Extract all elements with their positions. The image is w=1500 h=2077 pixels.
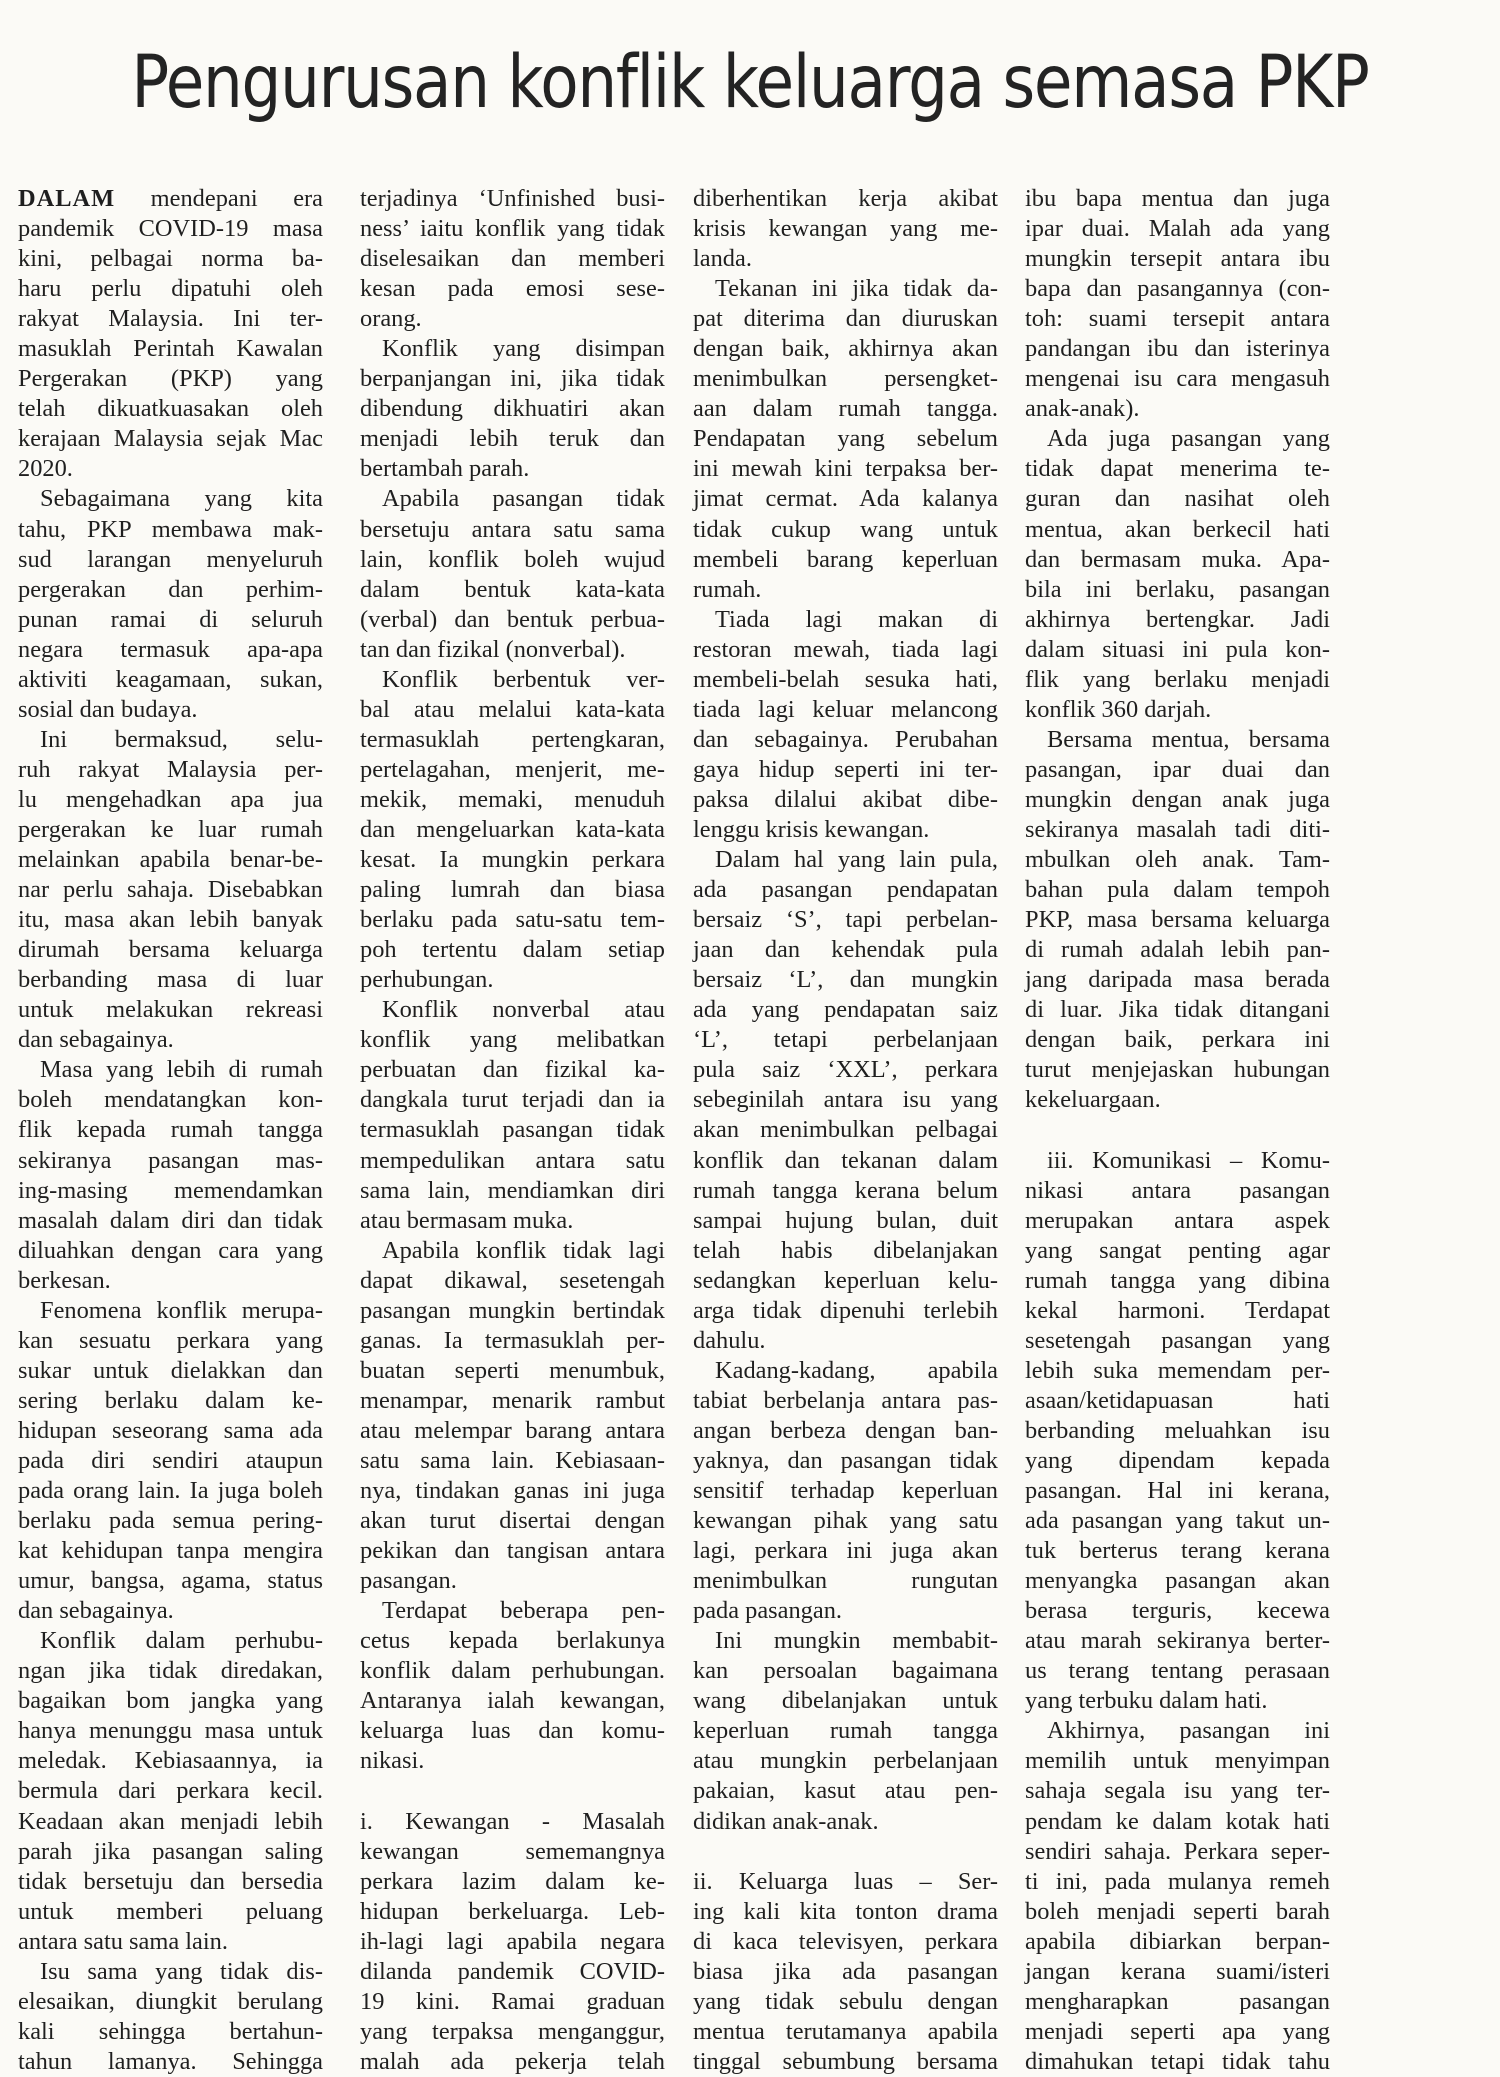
text-line: menimbulkan persengket- — [693, 365, 998, 393]
text-line: berbanding meluahkan isu — [1025, 1416, 1330, 1444]
text-line: sedangkan keperluan kelu- — [693, 1266, 998, 1294]
article-headline: Pengurusan konflik keluarga semasa PKP — [131, 40, 1369, 125]
text-line: yang sangat penting agar — [1025, 1236, 1330, 1264]
text-line: punan ramai di seluruh — [18, 605, 323, 633]
text-line: aktiviti keagamaan, sukan, — [18, 665, 323, 693]
text-line: jangan kerana suami/isteri — [1025, 1957, 1330, 1985]
lead-rest: mendepani era — [115, 185, 323, 212]
text-line: Konflik nonverbal atau — [382, 996, 665, 1024]
text-line: nya, tindakan ganas ini juga — [360, 1477, 665, 1505]
text-line: pergerakan ke luar rumah — [18, 815, 323, 843]
text-line: perhubungan. — [360, 966, 494, 994]
text-line: hidupan berkeluarga. Leb- — [360, 1897, 665, 1925]
article-column-4 — [1025, 184, 1330, 2077]
text-line: konflik dan tekanan dalam — [693, 1146, 998, 1174]
text-line: biasa jika ada pasangan — [693, 1957, 998, 1985]
text-line: toh: suami tersepit antara — [1025, 305, 1330, 333]
text-line: arga tidak dipenuhi terlebih — [693, 1296, 998, 1324]
text-line: ganas. Ia termasuklah per- — [360, 1326, 665, 1354]
text-line: Tiada lagi makan di — [715, 605, 998, 633]
text-line: yang terbuku dalam hati. — [1025, 1687, 1268, 1715]
text-line: boleh mendatangkan kon- — [18, 1086, 323, 1114]
text-line: telah habis dibelanjakan — [693, 1236, 998, 1264]
text-line: kesan pada emosi sese- — [360, 275, 665, 303]
text-line: 2020. — [18, 455, 73, 483]
text-line: malah ada pekerja telah — [360, 2047, 665, 2075]
text-line: sensitif terhadap keperluan — [693, 1477, 998, 1505]
text-line: ‘L’, tetapi perbelanjaan — [693, 1026, 998, 1054]
text-line: tidak dapat menerima te- — [1025, 455, 1330, 483]
text-line: termasuklah pasangan tidak — [360, 1116, 665, 1144]
text-line: ibu bapa mentua dan juga — [1025, 185, 1330, 212]
text-line: ing kali kita tonton drama — [693, 1897, 998, 1925]
text-line: PKP, masa bersama keluarga — [1025, 906, 1330, 934]
text-line: mungkin dengan anak juga — [1025, 785, 1330, 813]
text-line: terjadinya ‘Unfinished busi- — [360, 185, 665, 212]
text-line: memilih untuk menyimpan — [1025, 1747, 1330, 1775]
text-line: berbanding masa di luar — [18, 966, 323, 994]
text-line: kali sehingga bertahun- — [18, 2017, 323, 2045]
text-line: mekik, memaki, menuduh — [360, 785, 665, 813]
text-line: yang terpaksa menganggur, — [360, 2017, 665, 2045]
text-line: membeli barang keperluan — [693, 545, 998, 573]
text-line: tiada lagi keluar melancong — [693, 695, 998, 723]
text-line: menjadi seperti apa yang — [1025, 2017, 1330, 2045]
text-line: orang. — [360, 305, 422, 333]
text-line: konflik 360 darjah. — [1025, 695, 1212, 723]
text-line: masalah dalam diri dan tidak — [18, 1206, 323, 1234]
text-line: yang dipendam kepada — [1025, 1446, 1330, 1474]
text-line: konflik yang melibatkan — [360, 1026, 665, 1054]
text-line: bal atau melalui kata-kata — [360, 695, 665, 723]
text-line: berlaku pada semua pering- — [18, 1507, 323, 1535]
text-line: rakyat Malaysia. Ini ter- — [18, 305, 323, 333]
text-line: bersaiz ‘S’, tapi perbelan- — [693, 906, 998, 934]
text-line: pat diterima dan diuruskan — [693, 305, 998, 333]
text-line: Apabila pasangan tidak — [382, 485, 665, 513]
text-line: bertambah parah. — [360, 455, 530, 483]
text-line: lu mengehadkan apa jua — [18, 785, 323, 813]
text-line: dapat dikawal, sesetengah — [360, 1266, 665, 1294]
text-line: (verbal) dan bentuk perbua- — [360, 605, 665, 633]
text-line: nikasi antara pasangan — [1025, 1176, 1330, 1204]
text-line: pasangan. Hal ini kerana, — [1025, 1477, 1330, 1505]
text-line: landa. — [693, 245, 752, 273]
text-line: 19 kini. Ramai graduan — [360, 1987, 665, 2015]
text-line: nar perlu sahaja. Disebabkan — [18, 876, 323, 904]
text-line: Isu sama yang tidak dis- — [40, 1957, 323, 1985]
text-line: di luar. Jika tidak ditangani — [1025, 996, 1330, 1024]
text-line: Fenomena konflik merupa- — [40, 1296, 323, 1324]
text-line: turut menjejaskan hubungan — [1025, 1056, 1330, 1084]
text-line: sud larangan menyeluruh — [18, 545, 323, 573]
text-line: kesat. Ia mungkin perkara — [360, 846, 665, 874]
text-line: akan menimbulkan pelbagai — [693, 1116, 998, 1144]
text-line: mungkin tersepit antara ibu — [1025, 245, 1330, 273]
text-line: tinggal sebumbung bersama — [693, 2047, 998, 2075]
text-line: Konflik berbentuk ver- — [382, 665, 665, 693]
text-line: atau marah sekiranya berter- — [1025, 1627, 1330, 1655]
text-line: sosial dan budaya. — [18, 695, 198, 723]
text-line: haru perlu dipatuhi oleh — [18, 275, 323, 303]
text-line: bagaikan bom jangka yang — [18, 1687, 323, 1715]
text-line: kat kehidupan tanpa mengira — [18, 1537, 323, 1565]
text-line — [18, 184, 323, 214]
text-line: Akhirnya, pasangan ini — [1047, 1717, 1330, 1745]
text-line: menimbulkan rungutan — [693, 1567, 998, 1595]
text-line: pandemik COVID-19 masa — [18, 215, 323, 243]
text-line: tahun lamanya. Sehingga — [18, 2047, 323, 2075]
text-line: melainkan apabila benar-be- — [18, 846, 323, 874]
text-line: sendiri sahaja. Perkara seper- — [1025, 1837, 1330, 1865]
text-line: Antaranya ialah kewangan, — [360, 1687, 665, 1715]
article-column-1 — [18, 184, 323, 2077]
text-line: rumah. — [693, 575, 762, 603]
text-line: bapa dan pasangannya (con- — [1025, 275, 1330, 303]
text-line: dan sebagainya. Perubahan — [693, 725, 998, 753]
text-line: dan bermasam muka. Apa- — [1025, 545, 1330, 573]
text-line: membeli-belah sesuka hati, — [693, 665, 998, 693]
text-line: Sebagaimana yang kita — [40, 485, 323, 513]
text-line: kan persoalan bagaimana — [693, 1657, 998, 1685]
text-line: krisis kewangan yang me- — [693, 215, 998, 243]
text-line: kerajaan Malaysia sejak Mac — [18, 425, 323, 453]
text-line: Kadang-kadang, apabila — [715, 1356, 998, 1384]
paragraph-gap — [360, 1776, 665, 1806]
text-line: atau melempar barang antara — [360, 1416, 665, 1444]
text-line: sesetengah pasangan yang — [1025, 1326, 1330, 1354]
text-line: antara satu sama lain. — [18, 1927, 228, 1955]
text-line: ti ini, pada mulanya remeh — [1025, 1867, 1330, 1895]
text-line: Dalam hal yang lain pula, — [715, 846, 998, 874]
text-line: sekiranya masalah tadi diti- — [1025, 815, 1330, 843]
text-line: merupakan antara aspek — [1025, 1206, 1330, 1234]
text-line: atau bermasam muka. — [360, 1206, 574, 1234]
text-line: gaya hidup seperti ini ter- — [693, 755, 998, 783]
text-line: dilanda pandemik COVID- — [360, 1957, 665, 1985]
text-line: yang tidak sebulu dengan — [693, 1987, 998, 2015]
text-line: wang dibelanjakan untuk — [693, 1687, 998, 1715]
text-line: pasangan mungkin bertindak — [360, 1296, 665, 1324]
text-line: yaknya, dan pasangan tidak — [693, 1446, 998, 1474]
text-line: lebih suka memendam per- — [1025, 1356, 1330, 1384]
text-line: tahu, PKP membawa mak- — [18, 515, 323, 543]
text-line: Terdapat beberapa pen- — [382, 1597, 665, 1625]
text-line: iii. Komunikasi – Komu- — [1047, 1146, 1330, 1174]
text-line: restoran mewah, tiada lagi — [693, 635, 998, 663]
text-line: berlaku pada satu-satu tem- — [360, 906, 665, 934]
text-line: us terang tentang perasaan — [1025, 1657, 1330, 1685]
text-line: paksa dilalui akibat dibe- — [693, 785, 998, 813]
text-line: tan dan fizikal (nonverbal). — [360, 635, 626, 663]
text-line: sekiranya pasangan mas- — [18, 1146, 323, 1174]
text-line: pada diri sendiri ataupun — [18, 1446, 323, 1474]
text-line: tabiat berbelanja antara pas- — [693, 1386, 998, 1414]
text-line: pula saiz ‘XXL’, perkara — [693, 1056, 998, 1084]
text-line: bermula dari perkara kecil. — [18, 1777, 323, 1805]
text-line: pakaian, kasut atau pen- — [693, 1777, 998, 1805]
text-line: negara termasuk apa-apa — [18, 635, 323, 663]
text-line: apabila dibiarkan berpan- — [1025, 1927, 1330, 1955]
text-line: perbuatan dan fizikal ka- — [360, 1056, 665, 1084]
text-line: ii. Keluarga luas – Ser- — [693, 1867, 998, 1895]
text-line: berpanjangan ini, jika tidak — [360, 365, 665, 393]
text-line: ada pasangan yang takut un- — [1025, 1507, 1330, 1535]
text-line: di kaca televisyen, perkara — [693, 1927, 998, 1955]
text-line: ngan jika tidak diredakan, — [18, 1657, 323, 1685]
text-line: ada pasangan pendapatan — [693, 876, 998, 904]
text-line: dimahukan tetapi tidak tahu — [1025, 2047, 1330, 2075]
text-line: asaan/ketidapuasan hati — [1025, 1386, 1330, 1414]
text-line: satu sama lain. Kebiasaan- — [360, 1446, 665, 1474]
text-line: elesaikan, diungkit berulang — [18, 1987, 323, 2015]
text-line: lenggu krisis kewangan. — [693, 815, 930, 843]
text-line: rumah tangga kerana belum — [693, 1176, 998, 1204]
text-line: rumah tangga yang dibina — [1025, 1266, 1330, 1294]
text-line: angan berbeza dengan ban- — [693, 1416, 998, 1444]
text-line: sahaja segala isu yang ter- — [1025, 1777, 1330, 1805]
text-line: Konflik yang disimpan — [382, 335, 665, 363]
text-line: boleh menjadi seperti barah — [1025, 1897, 1330, 1925]
text-line: tidak cukup wang untuk — [693, 515, 998, 543]
paragraph-gap — [693, 1837, 998, 1867]
text-line: cetus kepada berlakunya — [360, 1627, 665, 1655]
text-line: sampai hujung bulan, duit — [693, 1206, 998, 1234]
text-line: perkara lazim dalam ke- — [360, 1867, 665, 1895]
text-line: menampar, menarik rambut — [360, 1386, 665, 1414]
text-line: akhirnya bertengkar. Jadi — [1025, 605, 1330, 633]
text-line: menyangka pasangan akan — [1025, 1567, 1330, 1595]
text-line: poh tertentu dalam setiap — [360, 936, 665, 964]
text-line: kan sesuatu perkara yang — [18, 1326, 323, 1354]
text-line: mengenai isu cara mengasuh — [1025, 365, 1330, 393]
text-line: dalam bentuk kata-kata — [360, 575, 665, 603]
text-line: diselesaikan dan memberi — [360, 245, 665, 273]
text-line: ini mewah kini terpaksa ber- — [693, 455, 998, 483]
text-line: keluarga luas dan komu- — [360, 1717, 665, 1745]
text-line: tuk berterus terang kerana — [1025, 1537, 1330, 1565]
text-line: ih-lagi lagi apabila negara — [360, 1927, 665, 1955]
text-line: ada yang pendapatan saiz — [693, 996, 998, 1024]
text-line: didikan anak-anak. — [693, 1807, 879, 1835]
text-line: pada orang lain. Ia juga boleh — [18, 1477, 323, 1505]
text-line: pasangan, ipar duai dan — [1025, 755, 1330, 783]
text-line: menjadi lebih teruk dan — [360, 425, 665, 453]
text-line: Pendapatan yang sebelum — [693, 425, 998, 453]
text-line: mentua, akan berkecil hati — [1025, 515, 1330, 543]
text-line: Ini mungkin membabit- — [715, 1627, 998, 1655]
text-line: bila ini berlaku, pasangan — [1025, 575, 1330, 603]
text-line: jang daripada masa berada — [1025, 966, 1330, 994]
text-line: buatan seperti menumbuk, — [360, 1356, 665, 1384]
text-line: Pergerakan (PKP) yang — [18, 365, 323, 393]
text-line: bersaiz ‘L’, dan mungkin — [693, 966, 998, 994]
text-line: kekeluargaan. — [1025, 1086, 1161, 1114]
text-line: dan sebagainya. — [18, 1026, 174, 1054]
text-line: Ada juga pasangan yang — [1047, 425, 1330, 453]
text-line: berasa terguris, kecewa — [1025, 1597, 1330, 1625]
text-line: itu, masa akan lebih banyak — [18, 906, 323, 934]
text-line: dangkala turut terjadi dan ia — [360, 1086, 665, 1114]
text-line: flik yang berlaku menjadi — [1025, 665, 1330, 693]
text-line: anak-anak). — [1025, 395, 1140, 423]
text-line: aan dalam rumah tangga. — [693, 395, 998, 423]
text-line: kewangan sememangnya — [360, 1837, 665, 1865]
text-line: Apabila konflik tidak lagi — [382, 1236, 665, 1264]
text-line: Masa yang lebih di rumah — [40, 1056, 323, 1084]
text-line: mempedulikan antara satu — [360, 1146, 665, 1174]
text-line: konflik dalam perhubungan. — [360, 1657, 665, 1685]
text-line: lain, konflik boleh wujud — [360, 545, 665, 573]
text-line: sama lain, mendiamkan diri — [360, 1176, 665, 1204]
text-line: pendam ke dalam kotak hati — [1025, 1807, 1330, 1835]
text-line: tidak bersetuju dan bersedia — [18, 1867, 323, 1895]
text-line: bahan pula dalam tempoh — [1025, 876, 1330, 904]
text-line: i. Kewangan - Masalah — [360, 1807, 665, 1835]
text-line: di rumah adalah lebih pan- — [1025, 936, 1330, 964]
text-line: sebeginilah antara isu yang — [693, 1086, 998, 1114]
text-line: dengan baik, perkara ini — [1025, 1026, 1330, 1054]
text-line: kekal harmoni. Terdapat — [1025, 1296, 1330, 1324]
text-line: ness’ iaitu konflik yang tidak — [360, 215, 665, 243]
text-line: umur, bangsa, agama, status — [18, 1567, 323, 1595]
text-line: flik kepada rumah tangga — [18, 1116, 323, 1144]
text-line: pasangan. — [360, 1567, 457, 1595]
text-line: untuk melakukan rekreasi — [18, 996, 323, 1024]
text-line: pada pasangan. — [693, 1597, 842, 1625]
text-line: telah dikuatkuasakan oleh — [18, 395, 323, 423]
text-line: diluahkan dengan cara yang — [18, 1236, 323, 1264]
text-line: masuklah Perintah Kawalan — [18, 335, 323, 363]
text-line: dengan baik, akhirnya akan — [693, 335, 998, 363]
text-line: sukar untuk dielakkan dan — [18, 1356, 323, 1384]
text-line: hidupan seseorang sama ada — [18, 1416, 323, 1444]
text-line: bersetuju antara satu sama — [360, 515, 665, 543]
text-line: mengharapkan pasangan — [1025, 1987, 1330, 2015]
text-line: sering berlaku dalam ke- — [18, 1386, 323, 1414]
text-line: jimat cermat. Ada kalanya — [693, 485, 998, 513]
text-line: pergerakan dan perhim- — [18, 575, 323, 603]
text-line: untuk memberi peluang — [18, 1897, 323, 1925]
text-line: ruh rakyat Malaysia per- — [18, 755, 323, 783]
text-line: mbulkan oleh anak. Tam- — [1025, 846, 1330, 874]
text-line: pandangan ibu dan isterinya — [1025, 335, 1330, 363]
article-column-2 — [360, 184, 665, 2077]
text-line: pertelagahan, menjerit, me- — [360, 755, 665, 783]
text-line: meledak. Kebiasaannya, ia — [18, 1747, 323, 1775]
text-line: ipar duai. Malah ada yang — [1025, 215, 1330, 243]
text-line: dirumah bersama keluarga — [18, 936, 323, 964]
text-line: dibendung dikhuatiri akan — [360, 395, 665, 423]
text-line: keperluan rumah tangga — [693, 1717, 998, 1745]
text-line: dalam situasi ini pula kon- — [1025, 635, 1330, 663]
text-line: Bersama mentua, bersama — [1047, 725, 1330, 753]
text-line: akan turut disertai dengan — [360, 1507, 665, 1535]
text-line: pekikan dan tangisan antara — [360, 1537, 665, 1565]
text-line: dan mengeluarkan kata-kata — [360, 815, 665, 843]
article-column-3 — [693, 184, 998, 2077]
text-line: kewangan pihak yang satu — [693, 1507, 998, 1535]
text-line: nikasi. — [360, 1747, 425, 1775]
text-line: parah jika pasangan saling — [18, 1837, 323, 1865]
text-line: dan sebagainya. — [18, 1597, 174, 1625]
text-line: kini, pelbagai norma ba- — [18, 245, 323, 273]
text-line: berkesan. — [18, 1266, 111, 1294]
text-line: termasuklah pertengkaran, — [360, 725, 665, 753]
paragraph-gap — [1025, 1115, 1330, 1145]
text-line: hanya menunggu masa untuk — [18, 1717, 323, 1745]
text-line: guran dan nasihat oleh — [1025, 485, 1330, 513]
text-line: Keadaan akan menjadi lebih — [18, 1807, 323, 1835]
text-line: diberhentikan kerja akibat — [693, 185, 998, 212]
text-line: mentua terutamanya apabila — [693, 2017, 998, 2045]
text-line: Konflik dalam perhubu- — [40, 1627, 323, 1655]
text-line: jaan dan kehendak pula — [693, 936, 998, 964]
lead-word: DALAM — [18, 185, 116, 212]
text-line: lagi, perkara ini juga akan — [693, 1537, 998, 1565]
text-line: paling lumrah dan biasa — [360, 876, 665, 904]
text-line: Ini bermaksud, selu- — [40, 725, 323, 753]
text-line: dahulu. — [693, 1326, 766, 1354]
text-line: ing-masing memendamkan — [18, 1176, 323, 1204]
text-line: Tekanan ini jika tidak da- — [715, 275, 998, 303]
text-line: atau mungkin perbelanjaan — [693, 1747, 998, 1775]
